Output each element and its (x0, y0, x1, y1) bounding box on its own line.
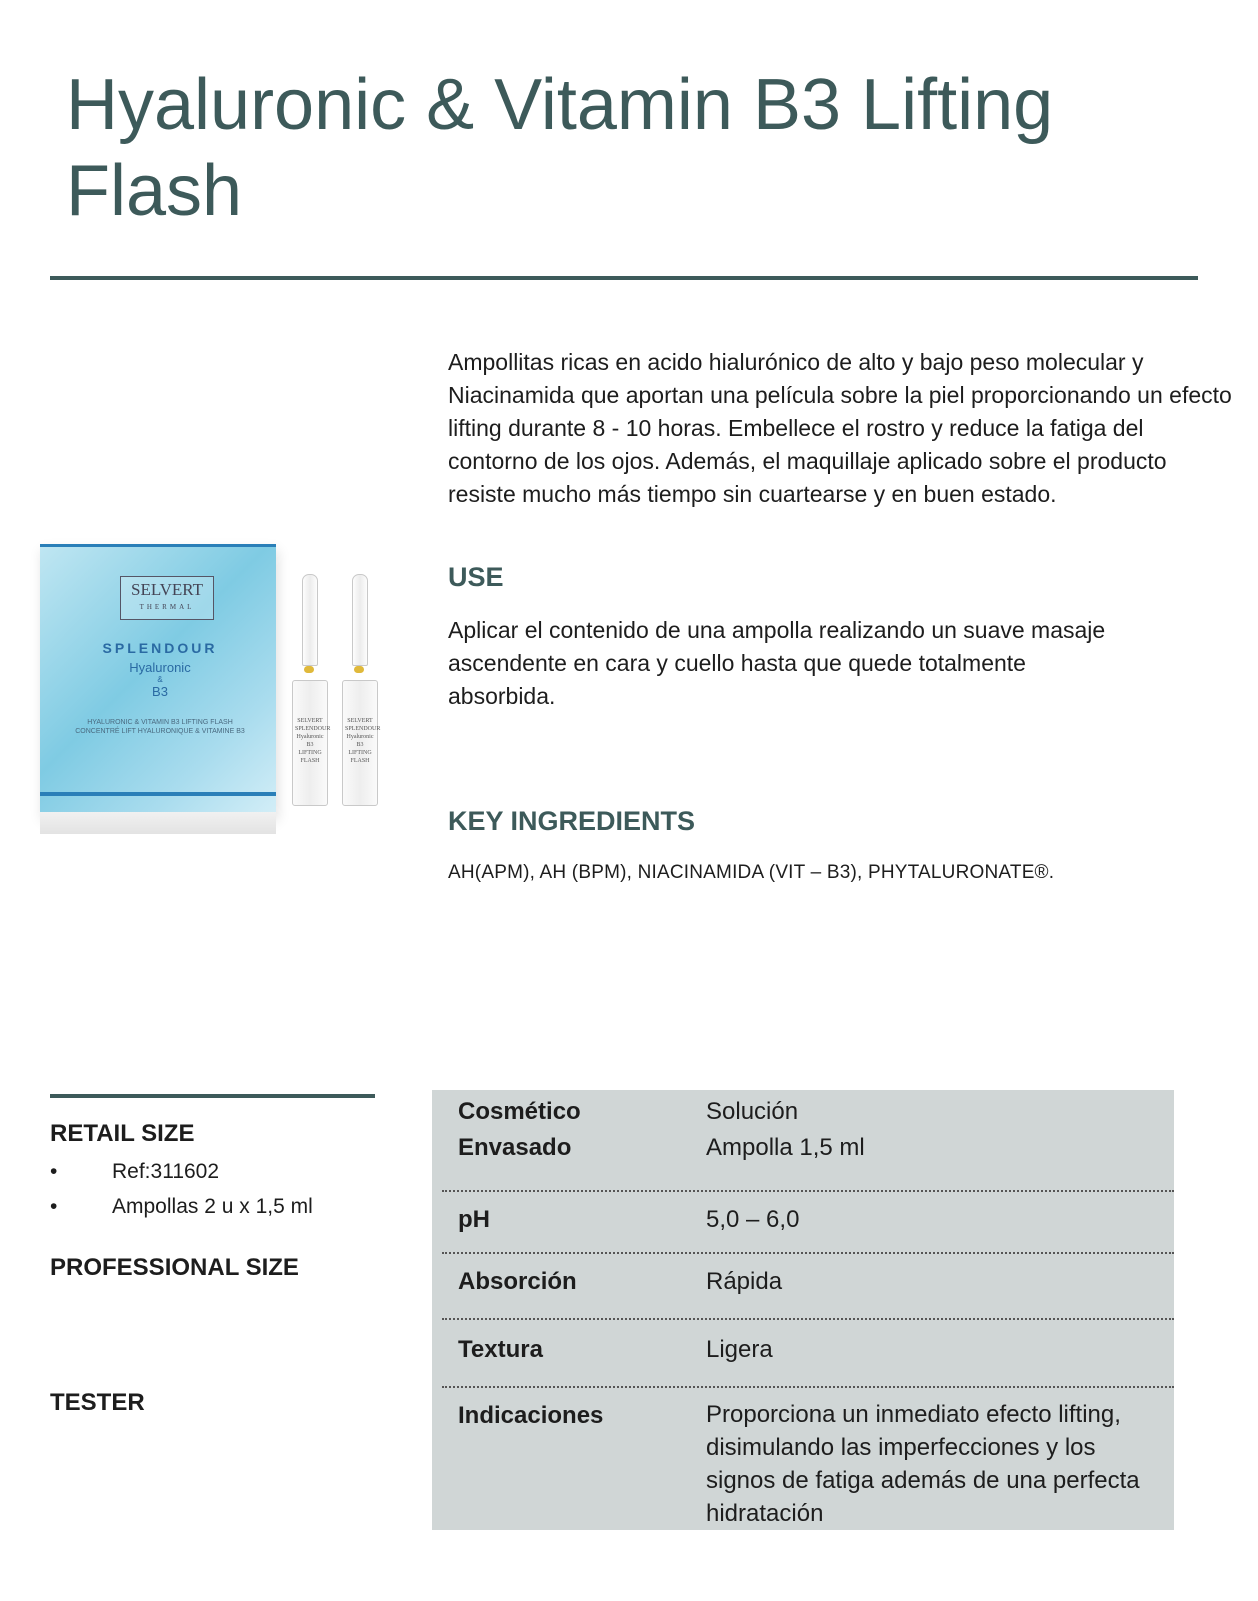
ampoule-1-label: SELVERT SPLENDOUR Hyaluronic B3 LIFTING FLASH (295, 718, 331, 764)
product-name-amp: & (157, 675, 163, 684)
product-name-text: Hyaluronic (129, 660, 191, 675)
use-heading: USE (448, 562, 504, 592)
product-box-caption: HYALURONIC & VITAMIN B3 LIFTING FLASH CONCENTRÉ LIFT HYALURONIQUE & VITAMINE B3 (75, 719, 245, 735)
spec-key: Envasado (458, 1134, 572, 1161)
use-text: Aplicar el contenido de una ampolla realizando un suave masaje ascendente en cara y cuello hasta que quede totalmente absorbida. (448, 617, 1106, 709)
product-image (10, 540, 410, 840)
spec-key: Absorción (458, 1268, 577, 1295)
ampoule-2 (340, 574, 381, 806)
ampoule-1 (290, 574, 331, 806)
tester-heading: TESTER (50, 1389, 145, 1416)
page-title: Hyaluronic & Vitamin B3 Lifting Flash (66, 65, 1054, 231)
title-divider (50, 276, 1198, 280)
list-item (50, 1189, 313, 1224)
spec-key: Textura (458, 1336, 543, 1363)
spec-key: Indicaciones (458, 1402, 604, 1429)
brand-logo (120, 576, 214, 620)
brand-logo-text: SELVERT (130, 580, 204, 599)
brand-logo-sub: THERMAL (139, 603, 195, 611)
retail-format: Ampollas 2 u x 1,5 ml (112, 1195, 313, 1218)
spec-key: Cosmético (458, 1098, 581, 1125)
product-box-band (40, 792, 276, 796)
bullet-icon: • (50, 1195, 58, 1218)
row-separator (442, 1190, 1174, 1192)
product-description: Ampollitas ricas en acido hialurónico de alto y bajo peso molecular y Niacinamida que aportan una película sobre la piel proporcionando un efecto lifting durante 8 - 10 horas. Embellece el rostro y reduce la fatiga del contorno de los ojos. Además, el maquillaje aplicado sobre el producto resiste mucho más tiempo sin cuartearse y en buen estado. (448, 349, 1232, 507)
row-separator (442, 1252, 1174, 1254)
spec-value: Ligera (706, 1336, 773, 1363)
list-item (50, 1154, 313, 1189)
product-name-b3: B3 (152, 684, 168, 699)
product-name (70, 660, 250, 699)
spec-table (432, 1090, 1174, 1530)
row-separator (442, 1386, 1174, 1388)
size-divider (50, 1094, 375, 1098)
product-line: SPLENDOUR (102, 640, 218, 656)
professional-size-heading: PROFESSIONAL SIZE (50, 1254, 299, 1281)
spec-value: Rápida (706, 1268, 783, 1295)
product-box-side (40, 812, 276, 834)
spec-value: Ampolla 1,5 ml (706, 1134, 865, 1161)
key-ingredients-text: AH(APM), AH (BPM), NIACINAMIDA (VIT – B3), PHYTALURONATE®. (448, 862, 1055, 883)
retail-size-heading: RETAIL SIZE (50, 1120, 195, 1147)
spec-key: pH (458, 1206, 490, 1233)
spec-value: 5,0 – 6,0 (706, 1206, 800, 1233)
spec-value: Solución (706, 1098, 799, 1125)
retail-ref: Ref:311602 (112, 1160, 220, 1183)
row-separator (442, 1318, 1174, 1320)
retail-size-list (50, 1154, 313, 1224)
bullet-icon: • (50, 1160, 58, 1183)
ampoule-2-label: SELVERT SPLENDOUR Hyaluronic B3 LIFTING FLASH (345, 718, 381, 764)
spec-value: Proporciona un inmediato efecto lifting, disimulando las imperfecciones y los signos de fatiga además de una perfecta hidratación (706, 1401, 1140, 1527)
key-ingredients-heading: KEY INGREDIENTS (448, 806, 696, 836)
